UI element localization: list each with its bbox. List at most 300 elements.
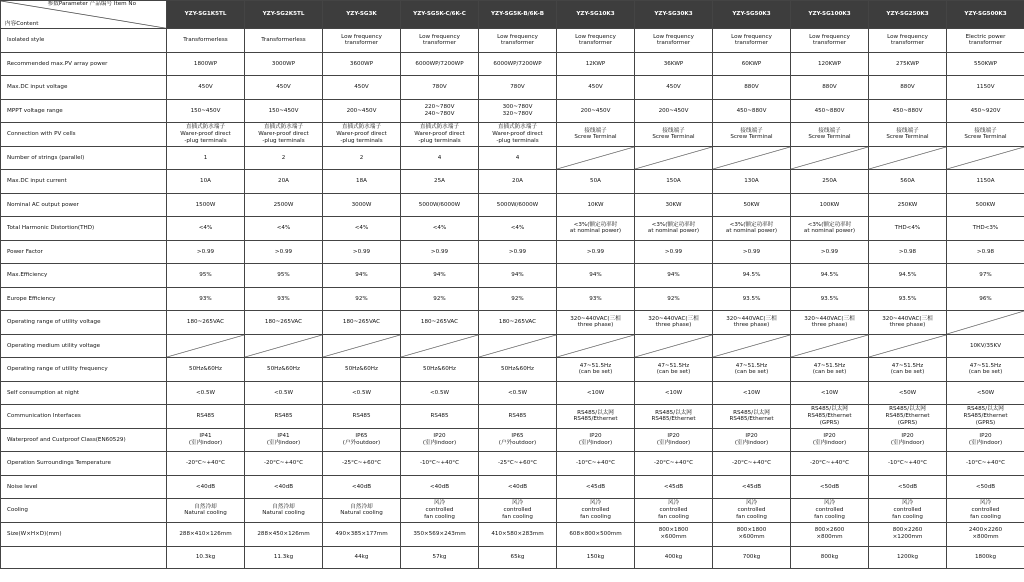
value-cell: 10KV/35KV [947, 334, 1024, 358]
value-cell: 47~51.5Hz (can be set) [947, 358, 1024, 382]
value-cell: 10.3kg [167, 546, 245, 568]
parameter-label: Communication Interfaces [1, 405, 167, 429]
value-cell: 97% [947, 264, 1024, 288]
model-header: YZY-SG10K3 [557, 1, 635, 29]
value-cell: RS485 [167, 405, 245, 429]
value-cell: <3%(额定功率时 at nominal power) [791, 217, 869, 241]
value-cell: 94% [479, 264, 557, 288]
parameter-label: Cooling [1, 499, 167, 523]
value-cell: 450V [323, 76, 401, 100]
value-cell: -25°C~+60°C [323, 452, 401, 476]
empty-cell [869, 146, 947, 170]
parameter-label: Connection with PV cells [1, 123, 167, 147]
value-cell: Low frequency transformer [791, 29, 869, 53]
value-cell: RS485 [323, 405, 401, 429]
value-cell: RS485 [479, 405, 557, 429]
empty-cell [947, 146, 1024, 170]
value-cell: 直插式防水端子 Warer-proof direct -plug terminals [323, 123, 401, 147]
value-cell: 93.5% [869, 287, 947, 311]
parameter-label: Nominal AC output power [1, 193, 167, 217]
model-header: YZY-SG250K3 [869, 1, 947, 29]
table-row [1, 170, 1024, 194]
value-cell: 450V [167, 76, 245, 100]
value-cell: 288×450×126mm [245, 522, 323, 546]
value-cell: <50W [947, 381, 1024, 405]
value-cell: 94.5% [713, 264, 791, 288]
value-cell: <4% [479, 217, 557, 241]
model-header: YZY-SG500K3 [947, 1, 1024, 29]
value-cell: 880V [713, 76, 791, 100]
table-row [1, 428, 1024, 452]
table-row [1, 240, 1024, 264]
value-cell: >0.99 [167, 240, 245, 264]
value-cell: RS485 [245, 405, 323, 429]
value-cell: 1200kg [869, 546, 947, 568]
table-row [1, 217, 1024, 241]
value-cell: 400kg [635, 546, 713, 568]
value-cell: 608×800×500mm [557, 522, 635, 546]
value-cell: 320~440VAC(三相 three phase) [713, 311, 791, 335]
value-cell: RS485 [401, 405, 479, 429]
value-cell: 1800WP [167, 52, 245, 76]
value-cell: <40dB [167, 475, 245, 499]
value-cell: 450~880V [713, 99, 791, 123]
value-cell: 47~51.5Hz (can be set) [635, 358, 713, 382]
parameter-label: Recommended max.PV array power [1, 52, 167, 76]
value-cell: >0.99 [713, 240, 791, 264]
corner-cell [1, 1, 167, 29]
parameter-label [1, 546, 167, 568]
empty-cell [791, 334, 869, 358]
value-cell: 220~780V 240~780V [401, 99, 479, 123]
value-cell: 94% [401, 264, 479, 288]
empty-cell [947, 311, 1024, 335]
value-cell: 50Hz&60Hz [323, 358, 401, 382]
value-cell: 150~450V [245, 99, 323, 123]
value-cell: 5000W/6000W [479, 193, 557, 217]
value-cell: 95% [167, 264, 245, 288]
value-cell: 120KWP [791, 52, 869, 76]
value-cell: 4 [401, 146, 479, 170]
value-cell: RS485/以太网 RS485/Ethernet [557, 405, 635, 429]
value-cell: 93% [557, 287, 635, 311]
value-cell: >0.98 [869, 240, 947, 264]
model-header: YZY-SG2K5TL [245, 1, 323, 29]
model-header: YZY-SG100K3 [791, 1, 869, 29]
value-cell: 20A [479, 170, 557, 194]
value-cell: >0.99 [245, 240, 323, 264]
value-cell: -10°C~+40°C [869, 452, 947, 476]
value-cell: 450~920V [947, 99, 1024, 123]
value-cell: 1 [167, 146, 245, 170]
table-row [1, 475, 1024, 499]
value-cell: 4 [479, 146, 557, 170]
value-cell: 92% [635, 287, 713, 311]
parameter-label: MPPT voltage range [1, 99, 167, 123]
value-cell: THD<4% [869, 217, 947, 241]
value-cell: IP20 (室内indoor) [713, 428, 791, 452]
header-row [1, 1, 1024, 29]
value-cell: <50W [869, 381, 947, 405]
value-cell: 直插式防水端子 Warer-proof direct -plug terminals [479, 123, 557, 147]
table-row [1, 358, 1024, 382]
value-cell: IP20 (室内indoor) [557, 428, 635, 452]
table-row [1, 287, 1024, 311]
table-row [1, 52, 1024, 76]
value-cell: 450V [635, 76, 713, 100]
empty-cell [245, 334, 323, 358]
value-cell: Low frequency transformer [401, 29, 479, 53]
value-cell: 6000WP/7200WP [401, 52, 479, 76]
value-cell: <40dB [323, 475, 401, 499]
empty-cell [167, 334, 245, 358]
value-cell: 94% [557, 264, 635, 288]
value-cell: 150kg [557, 546, 635, 568]
value-cell: 450~880V [869, 99, 947, 123]
value-cell: >0.99 [635, 240, 713, 264]
parameter-label: Operating range of utility frequency [1, 358, 167, 382]
value-cell: Electric power transformer [947, 29, 1024, 53]
value-cell: 130A [713, 170, 791, 194]
corner-bottom-label: 内容Content [5, 21, 39, 28]
value-cell: 20A [245, 170, 323, 194]
value-cell: -10°C~+40°C [557, 452, 635, 476]
value-cell: >0.99 [323, 240, 401, 264]
empty-cell [401, 334, 479, 358]
value-cell: 1150A [947, 170, 1024, 194]
value-cell: 直插式防水端子 Warer-proof direct -plug terminals [401, 123, 479, 147]
value-cell: 1500W [167, 193, 245, 217]
value-cell: IP65 (户外outdoor) [479, 428, 557, 452]
value-cell: 180~265VAC [167, 311, 245, 335]
empty-cell [323, 334, 401, 358]
value-cell: 风冷 controlled fan cooling [869, 499, 947, 523]
value-cell: 500KW [947, 193, 1024, 217]
value-cell: 50A [557, 170, 635, 194]
value-cell: 风冷 controlled fan cooling [713, 499, 791, 523]
value-cell: -25°C~+60°C [479, 452, 557, 476]
value-cell: 直插式防水端子 Warer-proof direct -plug terminals [245, 123, 323, 147]
value-cell: <45dB [713, 475, 791, 499]
value-cell: 180~265VAC [401, 311, 479, 335]
value-cell: 92% [323, 287, 401, 311]
value-cell: 18A [323, 170, 401, 194]
table-row [1, 334, 1024, 358]
value-cell: <0.5W [401, 381, 479, 405]
value-cell: 47~51.5Hz (can be set) [791, 358, 869, 382]
parameter-label: Power Factor [1, 240, 167, 264]
table-row [1, 381, 1024, 405]
value-cell: <4% [245, 217, 323, 241]
value-cell: RS485/以太网 RS485/Ethernet (GPRS) [791, 405, 869, 429]
value-cell: 11.3kg [245, 546, 323, 568]
value-cell: <45dB [557, 475, 635, 499]
value-cell: Transformerless [245, 29, 323, 53]
table-row [1, 123, 1024, 147]
value-cell: 30KW [635, 193, 713, 217]
model-header: YZY-SG50K3 [713, 1, 791, 29]
model-header: YZY-SG5K-B/6K-B [479, 1, 557, 29]
parameter-label: Isolated style [1, 29, 167, 53]
value-cell: -10°C~+40°C [947, 452, 1024, 476]
value-cell: <10W [635, 381, 713, 405]
parameter-label: Max.Efficiency [1, 264, 167, 288]
value-cell: IP20 (室内indoor) [635, 428, 713, 452]
value-cell: >0.98 [947, 240, 1024, 264]
value-cell: 880V [791, 76, 869, 100]
value-cell: <0.5W [323, 381, 401, 405]
value-cell: 180~265VAC [323, 311, 401, 335]
value-cell: -20°C~+40°C [635, 452, 713, 476]
value-cell: 接线端子 Screw Terminal [791, 123, 869, 147]
table-row [1, 146, 1024, 170]
table-row [1, 499, 1024, 523]
value-cell: 2 [323, 146, 401, 170]
value-cell: 风冷 controlled fan cooling [479, 499, 557, 523]
value-cell: 自然冷却 Natural cooling [323, 499, 401, 523]
value-cell: 94% [323, 264, 401, 288]
parameter-label: Number of strings (parallel) [1, 146, 167, 170]
value-cell: 自然冷却 Natural cooling [245, 499, 323, 523]
value-cell: Low frequency transformer [713, 29, 791, 53]
model-header: YZY-SG1K5TL [167, 1, 245, 29]
value-cell: 94% [635, 264, 713, 288]
value-cell: 50Hz&60Hz [479, 358, 557, 382]
value-cell: 180~265VAC [245, 311, 323, 335]
table-row [1, 76, 1024, 100]
value-cell: IP20 (室内indoor) [947, 428, 1024, 452]
empty-cell [557, 146, 635, 170]
value-cell: 700kg [713, 546, 791, 568]
value-cell: 93% [167, 287, 245, 311]
value-cell: 3000W [323, 193, 401, 217]
value-cell: 288×410×126mm [167, 522, 245, 546]
value-cell: >0.99 [401, 240, 479, 264]
value-cell: THD<3% [947, 217, 1024, 241]
parameter-label: Total Harmonic Distortion(THD) [1, 217, 167, 241]
value-cell: 800×2600 ×800mm [791, 522, 869, 546]
spec-body [1, 29, 1024, 569]
value-cell: IP20 (室内indoor) [791, 428, 869, 452]
value-cell: 780V [479, 76, 557, 100]
value-cell: >0.99 [479, 240, 557, 264]
value-cell: 150~450V [167, 99, 245, 123]
empty-cell [713, 146, 791, 170]
table-row [1, 311, 1024, 335]
value-cell: 接线端子 Screw Terminal [557, 123, 635, 147]
value-cell: 250A [791, 170, 869, 194]
value-cell: IP65 (户外outdoor) [323, 428, 401, 452]
value-cell: 550KWP [947, 52, 1024, 76]
empty-cell [635, 146, 713, 170]
value-cell: <0.5W [479, 381, 557, 405]
value-cell: 自然冷却 Natural cooling [167, 499, 245, 523]
value-cell: <50dB [869, 475, 947, 499]
value-cell: 10KW [557, 193, 635, 217]
value-cell: 92% [479, 287, 557, 311]
value-cell: <10W [791, 381, 869, 405]
value-cell: 50Hz&60Hz [167, 358, 245, 382]
parameter-label: Max.DC input voltage [1, 76, 167, 100]
value-cell: IP20 (室内indoor) [401, 428, 479, 452]
value-cell: 800kg [791, 546, 869, 568]
value-cell: <10W [713, 381, 791, 405]
value-cell: Transformerless [167, 29, 245, 53]
value-cell: 60KWP [713, 52, 791, 76]
empty-cell [791, 146, 869, 170]
value-cell: 风冷 controlled fan cooling [557, 499, 635, 523]
value-cell: <40dB [479, 475, 557, 499]
value-cell: 200~450V [323, 99, 401, 123]
value-cell: Low frequency transformer [323, 29, 401, 53]
value-cell: 50KW [713, 193, 791, 217]
table-row [1, 264, 1024, 288]
value-cell: 2400×2260 ×800mm [947, 522, 1024, 546]
table-row [1, 452, 1024, 476]
value-cell: 150A [635, 170, 713, 194]
value-cell: 450V [245, 76, 323, 100]
value-cell: 25A [401, 170, 479, 194]
parameter-label: Size(W×H×D)(mm) [1, 522, 167, 546]
value-cell: 490×385×177mm [323, 522, 401, 546]
parameter-label: Operating range of utility voltage [1, 311, 167, 335]
empty-cell [557, 334, 635, 358]
value-cell: 风冷 controlled fan cooling [791, 499, 869, 523]
value-cell: <0.5W [245, 381, 323, 405]
empty-cell [479, 334, 557, 358]
value-cell: <3%(额定功率时 at nominal power) [557, 217, 635, 241]
value-cell: 180~265VAC [479, 311, 557, 335]
value-cell: 320~440VAC(三相 three phase) [869, 311, 947, 335]
value-cell: <0.5W [167, 381, 245, 405]
parameter-label: Max.DC input current [1, 170, 167, 194]
value-cell: <10W [557, 381, 635, 405]
value-cell: 接线端子 Screw Terminal [713, 123, 791, 147]
value-cell: <4% [323, 217, 401, 241]
value-cell: IP41 (室内indoor) [245, 428, 323, 452]
value-cell: 93.5% [791, 287, 869, 311]
table-row [1, 29, 1024, 53]
value-cell: 300~780V 320~780V [479, 99, 557, 123]
value-cell: 3000WP [245, 52, 323, 76]
table-row [1, 546, 1024, 568]
value-cell: Low frequency transformer [479, 29, 557, 53]
value-cell: 接线端子 Screw Terminal [947, 123, 1024, 147]
parameter-label: Operation Surroundings Temperature [1, 452, 167, 476]
value-cell: 6000WP/7200WP [479, 52, 557, 76]
parameter-label: Europe Efficiency [1, 287, 167, 311]
value-cell: 94.5% [791, 264, 869, 288]
value-cell: RS485/以太网 RS485/Ethernet (GPRS) [947, 405, 1024, 429]
value-cell: 3600WP [323, 52, 401, 76]
table-row [1, 522, 1024, 546]
value-cell: 2 [245, 146, 323, 170]
value-cell: -20°C~+40°C [167, 452, 245, 476]
value-cell: 风冷 controlled fan cooling [947, 499, 1024, 523]
value-cell: 44kg [323, 546, 401, 568]
model-header: YZY-SG5K-C/6K-C [401, 1, 479, 29]
value-cell: 200~450V [635, 99, 713, 123]
value-cell: 275KWP [869, 52, 947, 76]
value-cell: -20°C~+40°C [713, 452, 791, 476]
value-cell: 250KW [869, 193, 947, 217]
value-cell: <3%(额定功率时 at nominal power) [713, 217, 791, 241]
value-cell: 47~51.5Hz (can be set) [557, 358, 635, 382]
value-cell: <50dB [791, 475, 869, 499]
value-cell: <40dB [401, 475, 479, 499]
value-cell: IP41 (室内indoor) [167, 428, 245, 452]
table-row [1, 99, 1024, 123]
value-cell: 1150V [947, 76, 1024, 100]
value-cell: 100KW [791, 193, 869, 217]
value-cell: -10°C~+40°C [401, 452, 479, 476]
value-cell: 880V [869, 76, 947, 100]
value-cell: <4% [167, 217, 245, 241]
value-cell: 50Hz&60Hz [245, 358, 323, 382]
value-cell: 1800kg [947, 546, 1024, 568]
value-cell: 96% [947, 287, 1024, 311]
value-cell: 5000W/6000W [401, 193, 479, 217]
value-cell: 320~440VAC(三相 three phase) [635, 311, 713, 335]
value-cell: IP20 (室内indoor) [869, 428, 947, 452]
value-cell: <40dB [245, 475, 323, 499]
value-cell: 95% [245, 264, 323, 288]
value-cell: <50dB [947, 475, 1024, 499]
parameter-label: Noise level [1, 475, 167, 499]
value-cell: 450~880V [791, 99, 869, 123]
value-cell: -20°C~+40°C [791, 452, 869, 476]
parameter-label: Self consumption at night [1, 381, 167, 405]
empty-cell [713, 334, 791, 358]
value-cell: 320~440VAC(三相 three phase) [791, 311, 869, 335]
value-cell: 94.5% [869, 264, 947, 288]
value-cell: 36KWP [635, 52, 713, 76]
value-cell: 风冷 controlled fan cooling [635, 499, 713, 523]
value-cell: 47~51.5Hz (can be set) [869, 358, 947, 382]
value-cell: -20°C~+40°C [245, 452, 323, 476]
value-cell: RS485/以太网 RS485/Ethernet (GPRS) [869, 405, 947, 429]
value-cell: 560A [869, 170, 947, 194]
value-cell: 50Hz&60Hz [401, 358, 479, 382]
value-cell: 92% [401, 287, 479, 311]
corner-top-label: 参数Parameter 产品编号 Item No [47, 1, 136, 7]
value-cell: <45dB [635, 475, 713, 499]
value-cell: 200~450V [557, 99, 635, 123]
value-cell: 2500W [245, 193, 323, 217]
value-cell: RS485/以太网 RS485/Ethernet [635, 405, 713, 429]
value-cell: 800×1800 ×600mm [635, 522, 713, 546]
value-cell: 800×1800 ×600mm [713, 522, 791, 546]
value-cell: 接线端子 Screw Terminal [869, 123, 947, 147]
empty-cell [869, 334, 947, 358]
value-cell: 接线端子 Screw Terminal [635, 123, 713, 147]
value-cell: 直插式防水端子 Warer-proof direct -plug terminals [167, 123, 245, 147]
value-cell: 410×580×283mm [479, 522, 557, 546]
table-row [1, 405, 1024, 429]
value-cell: 47~51.5Hz (can be set) [713, 358, 791, 382]
model-header: YZY-SG3K [323, 1, 401, 29]
empty-cell [635, 334, 713, 358]
value-cell: 800×2260 ×1200mm [869, 522, 947, 546]
parameter-label: Operating medium utility voltage [1, 334, 167, 358]
table-row [1, 193, 1024, 217]
value-cell: RS485/以太网 RS485/Ethernet [713, 405, 791, 429]
value-cell: 65kg [479, 546, 557, 568]
value-cell: 10A [167, 170, 245, 194]
value-cell: Low frequency transformer [557, 29, 635, 53]
parameter-label: Waterproof and Custproof Class(EN60529) [1, 428, 167, 452]
value-cell: 350×569×243mm [401, 522, 479, 546]
